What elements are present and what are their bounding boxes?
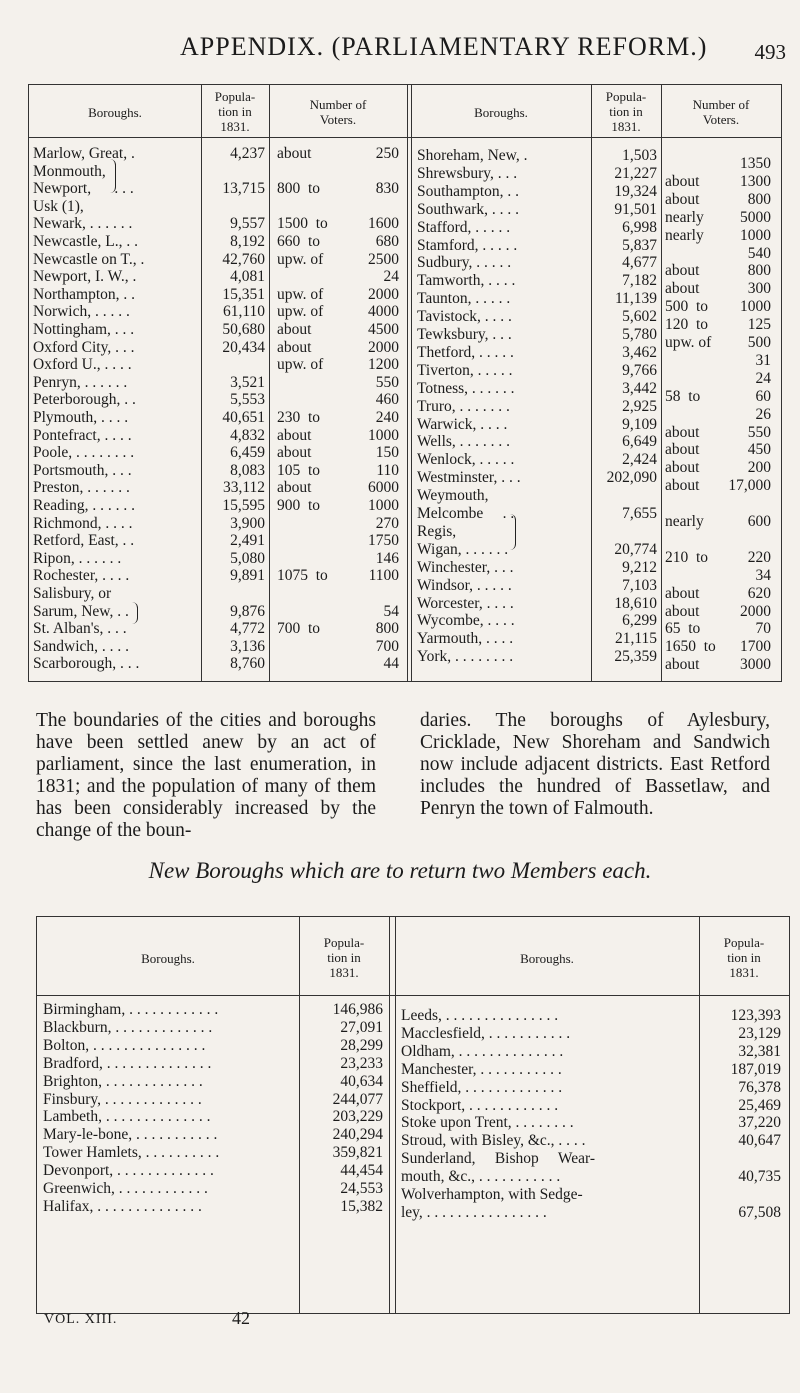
left-population: 9,876: [230, 602, 265, 620]
right-voters-qualifier: nearly: [665, 226, 704, 244]
left-voters-qualifier: 800 to: [277, 180, 321, 198]
right-borough-name: Southwark, . . . .: [417, 200, 520, 218]
right-voters-qualifier: about: [665, 441, 700, 459]
left-population: 3,136: [230, 637, 265, 655]
header-population-right: Popula- tion in 1831.: [605, 89, 647, 134]
left-borough-name: Retford, East, . .: [33, 532, 135, 550]
right-borough-name: Worcester, . . . .: [417, 594, 514, 612]
left-population: 9,891: [230, 567, 265, 585]
left-borough-name: Poole, . . . . . . . .: [33, 444, 135, 462]
running-title: APPENDIX. (PARLIAMENTARY REFORM.): [180, 32, 708, 61]
right-voters-count: 540: [747, 244, 771, 262]
right-voters-count: 800: [747, 262, 771, 280]
right-voters-count: 31: [755, 351, 771, 369]
right-borough-name: Thetford, . . . . .: [417, 343, 514, 361]
left-population: 5,553: [230, 391, 265, 409]
right-population: 9,109: [622, 415, 657, 433]
right-population: 7,182: [622, 272, 657, 290]
right-voters-qualifier: 65 to: [665, 620, 701, 638]
left-population: 4,832: [230, 426, 265, 444]
right-population: 21,227: [614, 164, 657, 182]
left-population: 9,557: [230, 215, 265, 233]
left-population: 8,192: [230, 233, 265, 250]
right-borough-name: Winchester, . . .: [417, 558, 514, 576]
left-borough-name: Greenwich, . . . . . . . . . . . .: [43, 1180, 208, 1197]
header-population-left: Popula- tion in 1831.: [323, 935, 365, 980]
left-population: 244,077: [332, 1090, 383, 1108]
left-borough-name: Devonport, . . . . . . . . . . . . .: [43, 1162, 214, 1180]
left-voters-qualifier: upw. of: [277, 356, 324, 374]
left-borough-name: Halifax, . . . . . . . . . . . . . .: [43, 1197, 202, 1215]
right-population: 76,378: [738, 1078, 781, 1096]
right-borough-name: York, . . . . . . . .: [417, 648, 514, 666]
left-population: 4,237: [230, 145, 265, 162]
right-voters-count: 1350: [740, 155, 771, 172]
left-population: 203,229: [332, 1108, 383, 1126]
left-population: 240,294: [332, 1126, 383, 1144]
right-population: 40,735: [738, 1168, 781, 1186]
right-borough-name: Tiverton, . . . . .: [417, 361, 513, 379]
left-population: 15,595: [222, 497, 265, 514]
right-borough-name: Melcombe . .: [417, 505, 515, 522]
left-population: 27,091: [340, 1018, 383, 1036]
right-voters-qualifier: upw. of: [665, 334, 712, 351]
left-voters-count: 2000: [368, 285, 399, 303]
right-population: 5,837: [622, 236, 657, 254]
right-borough-name: Totness, . . . . . .: [417, 379, 515, 397]
paragraph-right: daries. The boroughs of Aylesbury, Cricklade, New Shoreham and Sandwich now include adjacent districts. East Retford includes the hundred of Bassetlaw, and Penryn the town of Falmouth.: [420, 710, 770, 819]
right-borough-name: Stamford, . . . . .: [417, 236, 518, 254]
left-voters-count: 1200: [368, 356, 399, 374]
left-voters-qualifier: upw. of: [277, 285, 324, 303]
right-borough-name: Westminster, . . .: [417, 469, 521, 487]
left-population: 8,083: [230, 461, 265, 479]
right-population: 25,469: [738, 1096, 781, 1114]
left-borough-name: Rochester, . . . .: [33, 567, 130, 585]
right-population: 91,501: [614, 200, 657, 218]
right-borough-name: Wycombe, . . . .: [417, 612, 515, 630]
left-voters-qualifier: about: [277, 479, 312, 497]
left-voters-count: 24: [383, 268, 399, 286]
header-boroughs-right: Boroughs.: [520, 951, 574, 966]
right-population: 7,103: [622, 576, 657, 594]
left-borough-name: Richmond, . . . .: [33, 514, 133, 532]
right-voters-count: 17,000: [728, 477, 771, 495]
right-borough-name: Oldham, . . . . . . . . . . . . . .: [401, 1042, 564, 1060]
right-voters-count: 200: [747, 459, 771, 477]
header-boroughs-left: Boroughs.: [141, 951, 195, 966]
left-voters-count: 1000: [368, 497, 399, 514]
left-borough-name: Peterborough, . .: [33, 391, 136, 409]
right-population: 4,677: [622, 254, 657, 272]
right-borough-name: Wolverhampton, with Sedge-: [401, 1186, 583, 1203]
right-voters-qualifier: about: [665, 459, 700, 477]
left-population: 42,760: [222, 250, 265, 268]
right-borough-name: Leeds, . . . . . . . . . . . . . . .: [401, 1007, 559, 1024]
left-voters-qualifier: 230 to: [277, 409, 321, 426]
left-borough-name: Northampton, . .: [33, 285, 136, 303]
left-borough-name: Salisbury, or: [33, 585, 112, 602]
header-voters-right: Number of Voters.: [692, 97, 750, 127]
new-boroughs-table: [36, 916, 790, 1314]
right-population: 3,442: [622, 379, 657, 397]
right-population: 20,774: [614, 540, 657, 558]
left-borough-name: Oxford U., . . . .: [33, 356, 132, 374]
left-voters-count: 240: [375, 409, 399, 426]
page-number: 493: [754, 40, 786, 64]
right-borough-name: Tewksbury, . . .: [417, 326, 512, 343]
left-population: 359,821: [332, 1144, 383, 1162]
left-borough-name: Ripon, . . . . . .: [33, 549, 122, 567]
left-population: 33,112: [222, 479, 265, 497]
left-voters-count: 1750: [368, 532, 399, 550]
right-borough-name: Sunderland, Bishop Wear-: [401, 1150, 596, 1168]
left-population: 61,110: [222, 303, 265, 321]
right-voters-count: 5000: [740, 208, 771, 226]
left-voters-qualifier: upw. of: [277, 303, 324, 321]
left-voters-count: 680: [375, 233, 399, 250]
left-population: 13,715: [222, 180, 265, 198]
left-voters-count: 4500: [368, 321, 399, 338]
left-voters-count: 800: [375, 620, 399, 638]
left-borough-name: Newcastle, L., . .: [33, 233, 139, 250]
left-population: 44,454: [340, 1162, 383, 1180]
left-population: 20,434: [222, 338, 265, 356]
right-voters-qualifier: about: [665, 477, 700, 495]
right-borough-name: Sudbury, . . . . .: [417, 254, 512, 272]
right-voters-count: 500: [747, 334, 771, 351]
volume-signature: VOL. XIII.: [44, 1312, 118, 1327]
right-voters-qualifier: nearly: [665, 208, 704, 226]
section-title: New Boroughs which are to return two Members each.: [148, 858, 652, 883]
right-population: 7,655: [622, 505, 657, 522]
left-borough-name: Mary-le-bone, . . . . . . . . . . .: [43, 1126, 218, 1144]
left-borough-name: Monmouth,: [33, 162, 106, 180]
right-voters-count: 300: [747, 280, 771, 298]
left-voters-count: 550: [375, 373, 399, 391]
left-borough-name: Sarum, New, . .: [33, 602, 129, 620]
right-borough-name: Wells, . . . . . . .: [417, 433, 511, 451]
right-voters-count: 450: [747, 441, 771, 459]
left-voters-count: 110: [376, 461, 399, 479]
left-voters-qualifier: 1075 to: [277, 567, 328, 585]
right-borough-name: Stafford, . . . . .: [417, 218, 511, 236]
left-voters-qualifier: 660 to: [277, 233, 321, 250]
left-voters-count: 700: [375, 637, 399, 655]
left-borough-name: Preston, . . . . . .: [33, 479, 130, 497]
left-voters-count: 2500: [368, 250, 399, 268]
right-voters-qualifier: 120 to: [665, 316, 709, 334]
right-borough-name: Yarmouth, . . . .: [417, 630, 514, 648]
right-borough-name: Wigan, . . . . . .: [417, 540, 509, 558]
right-voters-count: 620: [747, 584, 771, 602]
right-population: 187,019: [730, 1060, 781, 1078]
left-borough-name: Scarborough, . . .: [33, 655, 140, 673]
right-voters-qualifier: about: [665, 172, 700, 190]
left-voters-qualifier: about: [277, 321, 312, 338]
header-boroughs-left: Boroughs.: [88, 105, 142, 120]
right-voters-qualifier: about: [665, 280, 700, 298]
left-voters-count: 146: [375, 549, 399, 567]
right-population: 21,115: [614, 630, 657, 648]
left-borough-name: Norwich, . . . . .: [33, 303, 130, 321]
right-borough-name: Macclesfield, . . . . . . . . . . .: [401, 1024, 571, 1042]
left-voters-qualifier: 700 to: [277, 620, 321, 638]
right-voters-count: 1000: [740, 298, 771, 316]
left-borough-name: Newport, I. W., .: [33, 268, 137, 286]
right-voters-count: 1700: [740, 638, 771, 656]
right-voters-count: 1000: [740, 226, 771, 244]
right-population: 9,212: [622, 558, 657, 576]
right-population: 3,462: [622, 343, 657, 361]
left-voters-count: 250: [375, 145, 399, 162]
right-borough-name: Regis,: [417, 522, 457, 540]
right-population: 11,139: [614, 290, 657, 308]
right-voters-count: 800: [747, 190, 771, 208]
left-borough-name: Marlow, Great, .: [33, 145, 135, 162]
right-voters-qualifier: about: [665, 584, 700, 602]
right-population: 40,647: [738, 1132, 781, 1150]
right-voters-count: 550: [747, 423, 771, 441]
footer: [44, 1308, 444, 1336]
right-population: 25,359: [614, 648, 657, 666]
right-borough-name: Tamworth, . . . .: [417, 272, 516, 290]
left-population: 28,299: [340, 1036, 383, 1054]
right-borough-name: Southampton, . .: [417, 182, 520, 200]
left-borough-name: Tower Hamlets, . . . . . . . . . .: [43, 1144, 220, 1162]
left-population: 8,760: [230, 655, 265, 673]
right-borough-name: mouth, &c., . . . . . . . . . . .: [401, 1168, 561, 1186]
right-voters-count: 70: [755, 620, 771, 638]
left-voters-count: 54: [383, 602, 399, 620]
right-borough-name: Stoke upon Trent, . . . . . . . .: [401, 1114, 574, 1132]
right-borough-name: Manchester, . . . . . . . . . . .: [401, 1060, 562, 1078]
right-voters-count: 1300: [740, 172, 771, 190]
left-borough-name: Lambeth, . . . . . . . . . . . . . .: [43, 1108, 211, 1126]
left-voters-qualifier: about: [277, 426, 312, 444]
right-voters-qualifier: about: [665, 190, 700, 208]
left-population: 15,351: [222, 285, 265, 303]
header-boroughs-right: Boroughs.: [474, 105, 528, 120]
right-borough-name: Wenlock, . . . . .: [417, 451, 515, 469]
right-voters-qualifier: 500 to: [665, 298, 709, 316]
left-borough-name: Usk (1),: [33, 197, 84, 215]
left-borough-name: Penryn, . . . . . .: [33, 373, 128, 391]
right-population: 2,925: [622, 397, 657, 415]
right-borough-name: Stockport, . . . . . . . . . . . .: [401, 1096, 559, 1114]
right-population: 6,299: [622, 612, 657, 630]
right-population: 23,129: [738, 1024, 781, 1042]
right-borough-name: Truro, . . . . . . .: [417, 397, 510, 415]
right-borough-name: Warwick, . . . .: [417, 415, 508, 433]
right-voters-qualifier: nearly: [665, 513, 704, 530]
left-voters-qualifier: about: [277, 145, 312, 162]
left-population: 50,680: [222, 321, 265, 338]
right-borough-name: Sheffield, . . . . . . . . . . . . .: [401, 1078, 563, 1096]
right-voters-count: 600: [747, 513, 771, 530]
right-population: 123,393: [730, 1007, 781, 1024]
right-borough-name: Windsor, . . . . .: [417, 576, 512, 594]
left-borough-name: Blackburn, . . . . . . . . . . . . .: [43, 1018, 213, 1036]
left-population: 146,986: [332, 1001, 383, 1018]
right-borough-name: Stroud, with Bisley, &c., . . . .: [401, 1132, 586, 1150]
left-population: 40,651: [222, 409, 265, 426]
left-borough-name: Portsmouth, . . .: [33, 461, 132, 479]
left-voters-qualifier: about: [277, 338, 312, 356]
right-population: 6,649: [622, 433, 657, 451]
right-voters-qualifier: about: [665, 656, 700, 674]
left-borough-name: Bradford, . . . . . . . . . . . . . .: [43, 1054, 212, 1072]
left-voters-qualifier: 1500 to: [277, 215, 328, 233]
left-voters-count: 6000: [368, 479, 399, 497]
left-borough-name: Oxford City, . . .: [33, 338, 135, 356]
right-population: 32,381: [738, 1042, 781, 1060]
header-voters-left: Number of Voters.: [309, 97, 367, 127]
right-voters-count: 60: [755, 387, 771, 405]
left-population: 3,900: [230, 514, 265, 532]
left-voters-count: 150: [375, 444, 399, 462]
left-population: 2,491: [230, 532, 265, 550]
left-voters-count: 1100: [368, 567, 399, 585]
left-voters-count: 4000: [368, 303, 399, 321]
left-borough-name: Pontefract, . . . .: [33, 426, 132, 444]
right-voters-count: 125: [747, 316, 771, 334]
right-voters-qualifier: about: [665, 602, 700, 620]
left-borough-name: Newark, . . . . . .: [33, 215, 133, 233]
right-population: 37,220: [738, 1114, 781, 1132]
left-population: 15,382: [340, 1197, 383, 1215]
left-voters-qualifier: upw. of: [277, 250, 324, 268]
left-borough-name: Reading, . . . . . .: [33, 497, 136, 514]
right-voters-qualifier: 58 to: [665, 387, 701, 405]
sheet-number: 42: [232, 1308, 250, 1328]
boroughs-voters-table: [28, 84, 782, 682]
right-population: 1,503: [622, 147, 657, 164]
left-voters-qualifier: 105 to: [277, 461, 321, 479]
right-borough-name: Shrewsbury, . . .: [417, 164, 518, 182]
right-voters-qualifier: 210 to: [665, 548, 709, 566]
right-population: 5,602: [622, 308, 657, 326]
left-voters-qualifier: 900 to: [277, 497, 321, 514]
right-borough-name: Shoreham, New, .: [417, 147, 528, 164]
right-population: 19,324: [614, 182, 657, 200]
right-borough-name: Taunton, . . . . .: [417, 290, 511, 308]
left-population: 24,553: [340, 1180, 383, 1197]
right-voters-count: 220: [747, 548, 771, 566]
left-voters-count: 2000: [368, 338, 399, 356]
left-borough-name: Brighton, . . . . . . . . . . . . .: [43, 1072, 203, 1090]
header-population-right: Popula- tion in 1831.: [723, 935, 765, 980]
left-population: 4,081: [230, 268, 265, 286]
left-population: 4,772: [230, 620, 265, 638]
header-population-left: Popula- tion in 1831.: [214, 89, 256, 134]
left-population: 3,521: [230, 373, 265, 391]
left-borough-name: Newport, . . .: [33, 180, 134, 198]
right-voters-count: 2000: [740, 602, 771, 620]
left-voters-count: 1000: [368, 426, 399, 444]
left-borough-name: Sandwich, . . . .: [33, 637, 130, 655]
right-population: 9,766: [622, 361, 657, 379]
right-voters-qualifier: about: [665, 423, 700, 441]
left-borough-name: Bolton, . . . . . . . . . . . . . . .: [43, 1036, 206, 1054]
left-borough-name: Birmingham, . . . . . . . . . . . .: [43, 1001, 219, 1018]
right-voters-count: 3000: [740, 656, 771, 674]
page-header: [0, 30, 800, 70]
right-population: 18,610: [614, 594, 657, 612]
left-voters-count: 1600: [368, 215, 399, 233]
left-population: 23,233: [340, 1054, 383, 1072]
right-voters-qualifier: about: [665, 262, 700, 280]
left-voters-count: 270: [375, 514, 399, 532]
left-borough-name: Plymouth, . . . .: [33, 409, 129, 426]
right-population: 67,508: [738, 1203, 781, 1221]
left-borough-name: Newcastle on T., .: [33, 250, 145, 268]
left-voters-count: 830: [375, 180, 399, 198]
paragraph-left: The boundaries of the cities and boroughs have been settled anew by an act of parliament, since the last enumeration, in 1831; and the population of many of them has been considerably increased by the change of the boun-: [36, 710, 376, 841]
right-borough-name: ley, . . . . . . . . . . . . . . . .: [401, 1203, 547, 1221]
left-voters-count: 460: [375, 391, 399, 409]
left-borough-name: Nottingham, . . .: [33, 321, 135, 338]
left-borough-name: St. Alban's, . . .: [33, 620, 127, 638]
left-voters-count: 44: [383, 655, 399, 673]
right-voters-qualifier: 1650 to: [665, 638, 716, 656]
left-borough-name: Finsbury, . . . . . . . . . . . . .: [43, 1090, 202, 1108]
right-borough-name: Weymouth,: [417, 487, 489, 505]
right-voters-count: 24: [755, 369, 771, 387]
left-population: 40,634: [340, 1072, 383, 1090]
right-borough-name: Tavistock, . . . .: [417, 308, 512, 326]
right-population: 202,090: [606, 469, 657, 487]
right-population: 2,424: [622, 451, 657, 469]
left-population: 6,459: [230, 444, 265, 462]
right-voters-count: 34: [755, 566, 771, 584]
right-population: 5,780: [622, 326, 657, 343]
right-voters-count: 26: [755, 405, 771, 423]
right-population: 6,998: [622, 218, 657, 236]
left-population: 5,080: [230, 549, 265, 567]
left-voters-qualifier: about: [277, 444, 312, 462]
